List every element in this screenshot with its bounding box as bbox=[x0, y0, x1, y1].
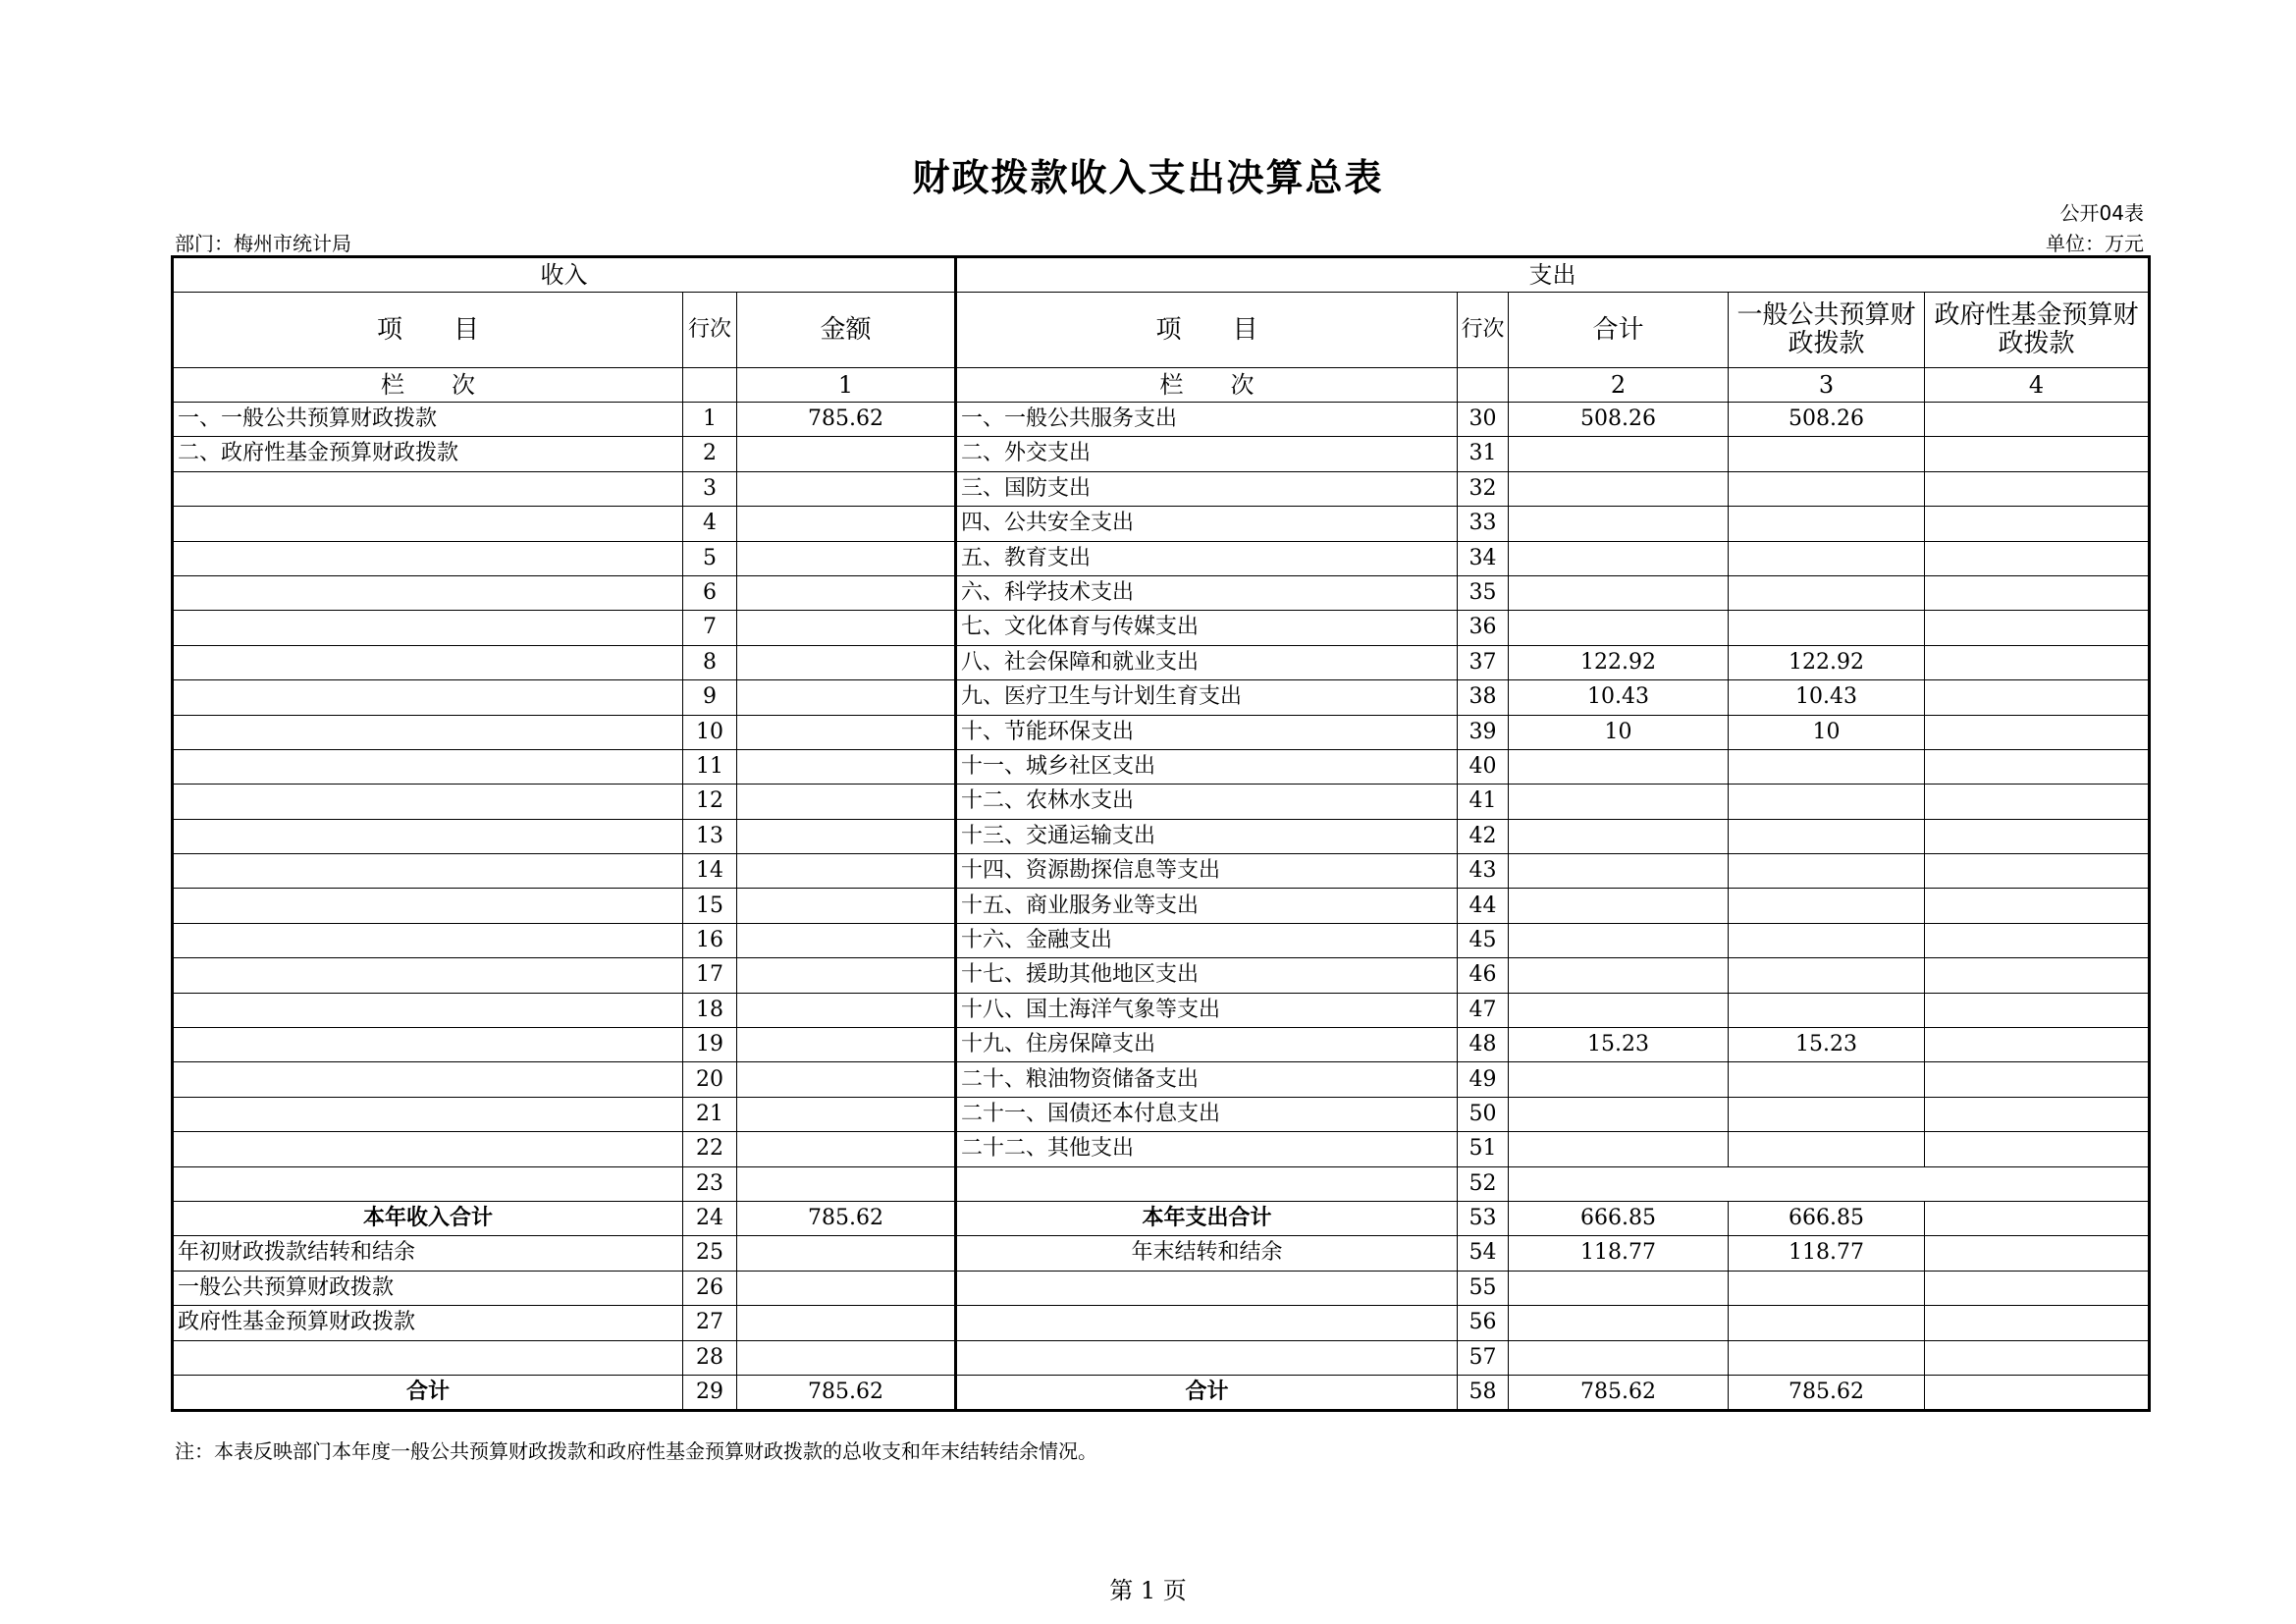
general-budget-cell: 118.77 bbox=[1729, 1236, 1925, 1271]
expense-total-cell: 10 bbox=[1509, 715, 1729, 749]
expense-total-cell bbox=[1509, 854, 1729, 889]
gov-fund-cell bbox=[1925, 889, 2150, 923]
general-budget-cell: 785.62 bbox=[1729, 1375, 1925, 1410]
income-line-no-cell: 10 bbox=[683, 715, 737, 749]
income-amount-cell bbox=[737, 437, 956, 471]
expense-item-cell: 四、公共安全支出 bbox=[956, 507, 1458, 541]
expense-item-cell bbox=[956, 1306, 1458, 1340]
expense-line-no-header: 行次 bbox=[1458, 293, 1509, 368]
income-line-no-cell: 6 bbox=[683, 575, 737, 610]
general-budget-cell bbox=[1729, 541, 1925, 575]
general-budget-cell bbox=[1729, 923, 1925, 957]
table-row bbox=[173, 645, 2150, 679]
income-line-no-cell: 8 bbox=[683, 645, 737, 679]
income-line-no-cell: 2 bbox=[683, 437, 737, 471]
expense-line-no-cell: 57 bbox=[1458, 1340, 1509, 1375]
income-amount-cell bbox=[737, 1306, 956, 1340]
expense-line-no-cell: 34 bbox=[1458, 541, 1509, 575]
expense-line-no-cell: 37 bbox=[1458, 645, 1509, 679]
gov-fund-cell bbox=[1925, 680, 2150, 715]
gov-fund-cell bbox=[1925, 1375, 2150, 1410]
income-amount-cell bbox=[737, 611, 956, 645]
income-item-cell: 二、政府性基金预算财政拨款 bbox=[173, 437, 683, 471]
expense-total-cell bbox=[1509, 471, 1729, 506]
expense-line-no-cell: 44 bbox=[1458, 889, 1509, 923]
income-amount-cell bbox=[737, 958, 956, 993]
expense-total-header: 合计 bbox=[1509, 293, 1729, 368]
general-budget-cell bbox=[1729, 1097, 1925, 1131]
expense-total-cell: 508.26 bbox=[1509, 403, 1729, 437]
gov-fund-cell bbox=[1925, 1236, 2150, 1271]
expense-total-cell: 785.62 bbox=[1509, 1375, 1729, 1410]
income-item-cell bbox=[173, 1132, 683, 1166]
form-id: 公开04表 bbox=[2059, 201, 2144, 225]
general-budget-cell: 10 bbox=[1729, 715, 1925, 749]
summary-row bbox=[173, 1340, 2150, 1375]
expense-line-no-cell: 32 bbox=[1458, 471, 1509, 506]
gov-fund-cell bbox=[1925, 645, 2150, 679]
column-header-row bbox=[173, 293, 2150, 368]
expense-line-no-cell: 41 bbox=[1458, 785, 1509, 819]
income-amount-cell bbox=[737, 680, 956, 715]
expense-total-cell bbox=[1509, 889, 1729, 923]
expense-line-no-cell: 47 bbox=[1458, 993, 1509, 1027]
income-line-no-header: 行次 bbox=[683, 293, 737, 368]
expense-line-no-cell: 38 bbox=[1458, 680, 1509, 715]
expense-line-no-cell: 39 bbox=[1458, 715, 1509, 749]
income-item-cell bbox=[173, 1166, 683, 1201]
expense-lanci-label: 栏 次 bbox=[956, 368, 1458, 403]
income-item-cell bbox=[173, 715, 683, 749]
gov-fund-cell bbox=[1925, 471, 2150, 506]
table-row bbox=[173, 819, 2150, 853]
income-amount-cell bbox=[737, 1271, 956, 1305]
income-line-no-cell: 5 bbox=[683, 541, 737, 575]
income-line-no-cell: 7 bbox=[683, 611, 737, 645]
income-amount-cell bbox=[737, 889, 956, 923]
gov-fund-cell bbox=[1925, 715, 2150, 749]
expense-item-cell: 十五、商业服务业等支出 bbox=[956, 889, 1458, 923]
income-item-cell bbox=[173, 680, 683, 715]
expense-item-cell: 年末结转和结余 bbox=[956, 1236, 1458, 1271]
table-row bbox=[173, 680, 2150, 715]
income-amount-cell bbox=[737, 1340, 956, 1375]
expense-line-no-cell: 58 bbox=[1458, 1375, 1509, 1410]
gov-fund-cell bbox=[1925, 819, 2150, 853]
expense-total-cell bbox=[1509, 611, 1729, 645]
income-item-cell bbox=[173, 1028, 683, 1062]
income-amount-cell bbox=[737, 1097, 956, 1131]
expense-line-no-cell: 42 bbox=[1458, 819, 1509, 853]
income-item-cell bbox=[173, 1062, 683, 1097]
income-item-cell bbox=[173, 471, 683, 506]
income-item-cell bbox=[173, 507, 683, 541]
table-row bbox=[173, 471, 2150, 506]
expense-item-cell: 本年支出合计 bbox=[956, 1201, 1458, 1235]
income-item-cell: 政府性基金预算财政拨款 bbox=[173, 1306, 683, 1340]
general-budget-cell: 666.85 bbox=[1729, 1201, 1925, 1235]
expense-total-cell: 666.85 bbox=[1509, 1201, 1729, 1235]
expense-lanci-blank bbox=[1458, 368, 1509, 403]
income-amount-cell bbox=[737, 507, 956, 541]
general-budget-cell bbox=[1729, 749, 1925, 784]
expense-item-cell: 十八、国土海洋气象等支出 bbox=[956, 993, 1458, 1027]
expense-line-no-cell: 56 bbox=[1458, 1306, 1509, 1340]
income-item-cell bbox=[173, 611, 683, 645]
expense-total-cell bbox=[1509, 1097, 1729, 1131]
income-line-no-cell: 28 bbox=[683, 1340, 737, 1375]
income-amount-cell bbox=[737, 1166, 956, 1201]
income-item-cell: 一般公共预算财政拨款 bbox=[173, 1271, 683, 1305]
income-amount-cell bbox=[737, 785, 956, 819]
gov-fund-cell bbox=[1925, 1306, 2150, 1340]
general-budget-cell bbox=[1729, 819, 1925, 853]
expense-line-no-cell: 55 bbox=[1458, 1271, 1509, 1305]
general-budget-cell: 15.23 bbox=[1729, 1028, 1925, 1062]
expense-item-cell: 合计 bbox=[956, 1375, 1458, 1410]
table-row bbox=[173, 611, 2150, 645]
expense-total-cell bbox=[1509, 749, 1729, 784]
expense-item-cell: 十一、城乡社区支出 bbox=[956, 749, 1458, 784]
general-budget-cell bbox=[1729, 471, 1925, 506]
income-amount-cell bbox=[737, 1236, 956, 1271]
income-item-cell bbox=[173, 819, 683, 853]
gov-fund-cell bbox=[1925, 507, 2150, 541]
income-amount-cell bbox=[737, 471, 956, 506]
expense-total-cell bbox=[1509, 507, 1729, 541]
income-item-cell bbox=[173, 958, 683, 993]
gov-fund-cell bbox=[1925, 437, 2150, 471]
general-budget-cell bbox=[1729, 993, 1925, 1027]
expense-item-cell: 三、国防支出 bbox=[956, 471, 1458, 506]
income-amount-cell bbox=[737, 923, 956, 957]
table-row bbox=[173, 715, 2150, 749]
income-item-cell bbox=[173, 854, 683, 889]
expense-item-cell: 一、一般公共服务支出 bbox=[956, 403, 1458, 437]
income-amount-cell: 785.62 bbox=[737, 403, 956, 437]
income-amount-cell bbox=[737, 819, 956, 853]
table-row bbox=[173, 437, 2150, 471]
general-budget-cell bbox=[1729, 575, 1925, 610]
income-amount-cell bbox=[737, 749, 956, 784]
general-budget-cell bbox=[1729, 611, 1925, 645]
gov-fund-cell bbox=[1925, 749, 2150, 784]
expense-item-cell: 十二、农林水支出 bbox=[956, 785, 1458, 819]
income-item-cell bbox=[173, 923, 683, 957]
income-lanci-blank bbox=[683, 368, 737, 403]
expense-total-cell: 122.92 bbox=[1509, 645, 1729, 679]
income-amount-cell bbox=[737, 541, 956, 575]
general-budget-cell bbox=[1729, 1271, 1925, 1305]
gov-fund-cell bbox=[1925, 611, 2150, 645]
income-line-no-cell: 4 bbox=[683, 507, 737, 541]
expense-line-no-cell: 45 bbox=[1458, 923, 1509, 957]
expense-item-cell: 九、医疗卫生与计划生育支出 bbox=[956, 680, 1458, 715]
income-amount-cell bbox=[737, 1062, 956, 1097]
summary-row bbox=[173, 1375, 2150, 1410]
income-item-cell bbox=[173, 749, 683, 784]
expense-total-cell bbox=[1509, 993, 1729, 1027]
income-item-cell bbox=[173, 1097, 683, 1131]
income-amount-cell bbox=[737, 1028, 956, 1062]
page-title: 财政拨款收入支出决算总表 bbox=[912, 155, 1384, 199]
expense-item-cell: 十七、援助其他地区支出 bbox=[956, 958, 1458, 993]
income-item-cell bbox=[173, 889, 683, 923]
expense-total-cell bbox=[1509, 958, 1729, 993]
expense-total-cell: 118.77 bbox=[1509, 1236, 1729, 1271]
general-budget-cell bbox=[1729, 889, 1925, 923]
income-line-no-cell: 24 bbox=[683, 1201, 737, 1235]
table-row bbox=[173, 541, 2150, 575]
income-item-cell: 年初财政拨款结转和结余 bbox=[173, 1236, 683, 1271]
income-item-header: 项 目 bbox=[173, 293, 683, 368]
table-row bbox=[173, 923, 2150, 957]
unit-label: 单位：万元 bbox=[2046, 232, 2144, 255]
expense-total-cell bbox=[1509, 1271, 1729, 1305]
expense-line-no-cell: 35 bbox=[1458, 575, 1509, 610]
income-line-no-cell: 25 bbox=[683, 1236, 737, 1271]
general-budget-cell: 508.26 bbox=[1729, 403, 1925, 437]
income-line-no-cell: 13 bbox=[683, 819, 737, 853]
expense-line-no-cell: 49 bbox=[1458, 1062, 1509, 1097]
income-amount-cell bbox=[737, 854, 956, 889]
income-line-no-cell: 1 bbox=[683, 403, 737, 437]
col-index-4: 4 bbox=[1925, 368, 2150, 403]
expense-item-cell: 八、社会保障和就业支出 bbox=[956, 645, 1458, 679]
general-budget-cell bbox=[1729, 1306, 1925, 1340]
column-index-row bbox=[173, 368, 2150, 403]
page-number: 第 1 页 bbox=[1109, 1577, 1187, 1604]
table-row bbox=[173, 403, 2150, 437]
gov-fund-cell bbox=[1925, 923, 2150, 957]
income-line-no-cell: 29 bbox=[683, 1375, 737, 1410]
general-budget-cell: 122.92 bbox=[1729, 645, 1925, 679]
expense-item-cell: 二十、粮油物资储备支出 bbox=[956, 1062, 1458, 1097]
table-row bbox=[173, 958, 2150, 993]
income-line-no-cell: 15 bbox=[683, 889, 737, 923]
summary-row bbox=[173, 1201, 2150, 1235]
expense-total-cell bbox=[1509, 1306, 1729, 1340]
general-budget-cell bbox=[1729, 507, 1925, 541]
expense-total-cell: 10.43 bbox=[1509, 680, 1729, 715]
expense-line-no-cell: 43 bbox=[1458, 854, 1509, 889]
expense-total-cell bbox=[1509, 785, 1729, 819]
table-row bbox=[173, 749, 2150, 784]
expense-item-cell: 十三、交通运输支出 bbox=[956, 819, 1458, 853]
income-line-no-cell: 11 bbox=[683, 749, 737, 784]
section-header-row bbox=[173, 257, 2150, 293]
income-amount-cell bbox=[737, 993, 956, 1027]
gov-fund-cell bbox=[1925, 1062, 2150, 1097]
general-budget-cell bbox=[1729, 958, 1925, 993]
income-line-no-cell: 23 bbox=[683, 1166, 737, 1201]
expense-total-cell bbox=[1509, 923, 1729, 957]
gov-fund-cell bbox=[1925, 1201, 2150, 1235]
expense-total-cell bbox=[1509, 541, 1729, 575]
expense-line-no-cell: 46 bbox=[1458, 958, 1509, 993]
gov-fund-cell bbox=[1925, 541, 2150, 575]
income-amount-cell bbox=[737, 575, 956, 610]
table-row bbox=[173, 507, 2150, 541]
general-budget-cell bbox=[1729, 1062, 1925, 1097]
gov-fund-cell bbox=[1925, 403, 2150, 437]
income-line-no-cell: 27 bbox=[683, 1306, 737, 1340]
table-row bbox=[173, 575, 2150, 610]
general-budget-cell bbox=[1729, 1340, 1925, 1375]
general-budget-cell bbox=[1729, 785, 1925, 819]
col-index-1: 1 bbox=[737, 368, 956, 403]
income-amount-header: 金额 bbox=[737, 293, 956, 368]
expense-line-no-cell: 53 bbox=[1458, 1201, 1509, 1235]
summary-row bbox=[173, 1236, 2150, 1271]
expense-item-cell: 十九、住房保障支出 bbox=[956, 1028, 1458, 1062]
table-row bbox=[173, 1062, 2150, 1097]
expense-total-cell: 15.23 bbox=[1509, 1028, 1729, 1062]
general-budget-header: 一般公共预算财政拨款 bbox=[1729, 293, 1925, 368]
income-line-no-cell: 20 bbox=[683, 1062, 737, 1097]
expense-item-cell: 十四、资源勘探信息等支出 bbox=[956, 854, 1458, 889]
summary-row bbox=[173, 1306, 2150, 1340]
gov-fund-cell bbox=[1925, 1271, 2150, 1305]
expense-item-cell bbox=[956, 1340, 1458, 1375]
table-row bbox=[173, 1097, 2150, 1131]
expense-line-no-cell: 40 bbox=[1458, 749, 1509, 784]
general-budget-cell bbox=[1729, 854, 1925, 889]
expense-line-no-cell: 52 bbox=[1458, 1166, 1509, 1201]
expense-section-header: 支出 bbox=[956, 257, 2150, 293]
expense-item-cell: 十、节能环保支出 bbox=[956, 715, 1458, 749]
income-line-no-cell: 21 bbox=[683, 1097, 737, 1131]
income-item-cell bbox=[173, 575, 683, 610]
income-item-cell: 一、一般公共预算财政拨款 bbox=[173, 403, 683, 437]
income-line-no-cell: 22 bbox=[683, 1132, 737, 1166]
expense-line-no-cell: 36 bbox=[1458, 611, 1509, 645]
expense-total-cell bbox=[1509, 1062, 1729, 1097]
gov-fund-cell bbox=[1925, 1340, 2150, 1375]
income-item-cell: 本年收入合计 bbox=[173, 1201, 683, 1235]
income-line-no-cell: 18 bbox=[683, 993, 737, 1027]
general-budget-cell bbox=[1729, 437, 1925, 471]
table-row bbox=[173, 854, 2150, 889]
expense-merged-cell bbox=[1509, 1166, 2150, 1201]
income-amount-cell bbox=[737, 645, 956, 679]
expense-item-cell: 五、教育支出 bbox=[956, 541, 1458, 575]
gov-fund-cell bbox=[1925, 1132, 2150, 1166]
income-section-header: 收入 bbox=[173, 257, 956, 293]
income-line-no-cell: 16 bbox=[683, 923, 737, 957]
gov-fund-cell bbox=[1925, 1097, 2150, 1131]
income-item-cell bbox=[173, 541, 683, 575]
footnote: 注：本表反映部门本年度一般公共预算财政拨款和政府性基金预算财政拨款的总收支和年末结转结余情况。 bbox=[175, 1439, 1097, 1463]
expense-line-no-cell: 33 bbox=[1458, 507, 1509, 541]
table-row bbox=[173, 993, 2150, 1027]
table-row bbox=[173, 1166, 2150, 1201]
expense-item-cell: 六、科学技术支出 bbox=[956, 575, 1458, 610]
expense-item-cell: 二、外交支出 bbox=[956, 437, 1458, 471]
gov-fund-cell bbox=[1925, 1028, 2150, 1062]
income-line-no-cell: 17 bbox=[683, 958, 737, 993]
general-budget-cell bbox=[1729, 1132, 1925, 1166]
income-line-no-cell: 9 bbox=[683, 680, 737, 715]
general-budget-cell: 10.43 bbox=[1729, 680, 1925, 715]
income-item-cell bbox=[173, 993, 683, 1027]
table-row bbox=[173, 785, 2150, 819]
expense-item-cell: 二十二、其他支出 bbox=[956, 1132, 1458, 1166]
gov-fund-cell bbox=[1925, 854, 2150, 889]
expense-line-no-cell: 48 bbox=[1458, 1028, 1509, 1062]
col-index-2: 2 bbox=[1509, 368, 1729, 403]
gov-fund-cell bbox=[1925, 993, 2150, 1027]
income-item-cell: 合计 bbox=[173, 1375, 683, 1410]
expense-total-cell bbox=[1509, 575, 1729, 610]
expense-total-cell bbox=[1509, 437, 1729, 471]
expense-item-cell: 二十一、国债还本付息支出 bbox=[956, 1097, 1458, 1131]
gov-fund-cell bbox=[1925, 958, 2150, 993]
income-line-no-cell: 3 bbox=[683, 471, 737, 506]
expense-line-no-cell: 31 bbox=[1458, 437, 1509, 471]
income-line-no-cell: 26 bbox=[683, 1271, 737, 1305]
income-amount-cell: 785.62 bbox=[737, 1375, 956, 1410]
income-amount-cell: 785.62 bbox=[737, 1201, 956, 1235]
income-lanci-label: 栏 次 bbox=[173, 368, 683, 403]
income-item-cell bbox=[173, 645, 683, 679]
expense-total-cell bbox=[1509, 1340, 1729, 1375]
expense-item-cell: 七、文化体育与传媒支出 bbox=[956, 611, 1458, 645]
expense-item-cell bbox=[956, 1271, 1458, 1305]
expense-total-cell bbox=[1509, 819, 1729, 853]
income-item-cell bbox=[173, 1340, 683, 1375]
income-amount-cell bbox=[737, 1132, 956, 1166]
table-row bbox=[173, 889, 2150, 923]
expense-line-no-cell: 30 bbox=[1458, 403, 1509, 437]
fiscal-summary-table bbox=[171, 255, 2151, 1412]
table-row bbox=[173, 1132, 2150, 1166]
income-item-cell bbox=[173, 785, 683, 819]
expense-item-cell bbox=[956, 1166, 1458, 1201]
income-amount-cell bbox=[737, 715, 956, 749]
gov-fund-cell bbox=[1925, 785, 2150, 819]
gov-fund-cell bbox=[1925, 575, 2150, 610]
gov-fund-header: 政府性基金预算财政拨款 bbox=[1925, 293, 2150, 368]
income-line-no-cell: 14 bbox=[683, 854, 737, 889]
expense-total-cell bbox=[1509, 1132, 1729, 1166]
expense-item-header: 项 目 bbox=[956, 293, 1458, 368]
expense-line-no-cell: 54 bbox=[1458, 1236, 1509, 1271]
income-line-no-cell: 12 bbox=[683, 785, 737, 819]
expense-line-no-cell: 51 bbox=[1458, 1132, 1509, 1166]
table-row bbox=[173, 1028, 2150, 1062]
expense-line-no-cell: 50 bbox=[1458, 1097, 1509, 1131]
expense-item-cell: 十六、金融支出 bbox=[956, 923, 1458, 957]
income-line-no-cell: 19 bbox=[683, 1028, 737, 1062]
department-label: 部门：梅州市统计局 bbox=[175, 232, 351, 255]
summary-row bbox=[173, 1271, 2150, 1305]
col-index-3: 3 bbox=[1729, 368, 1925, 403]
